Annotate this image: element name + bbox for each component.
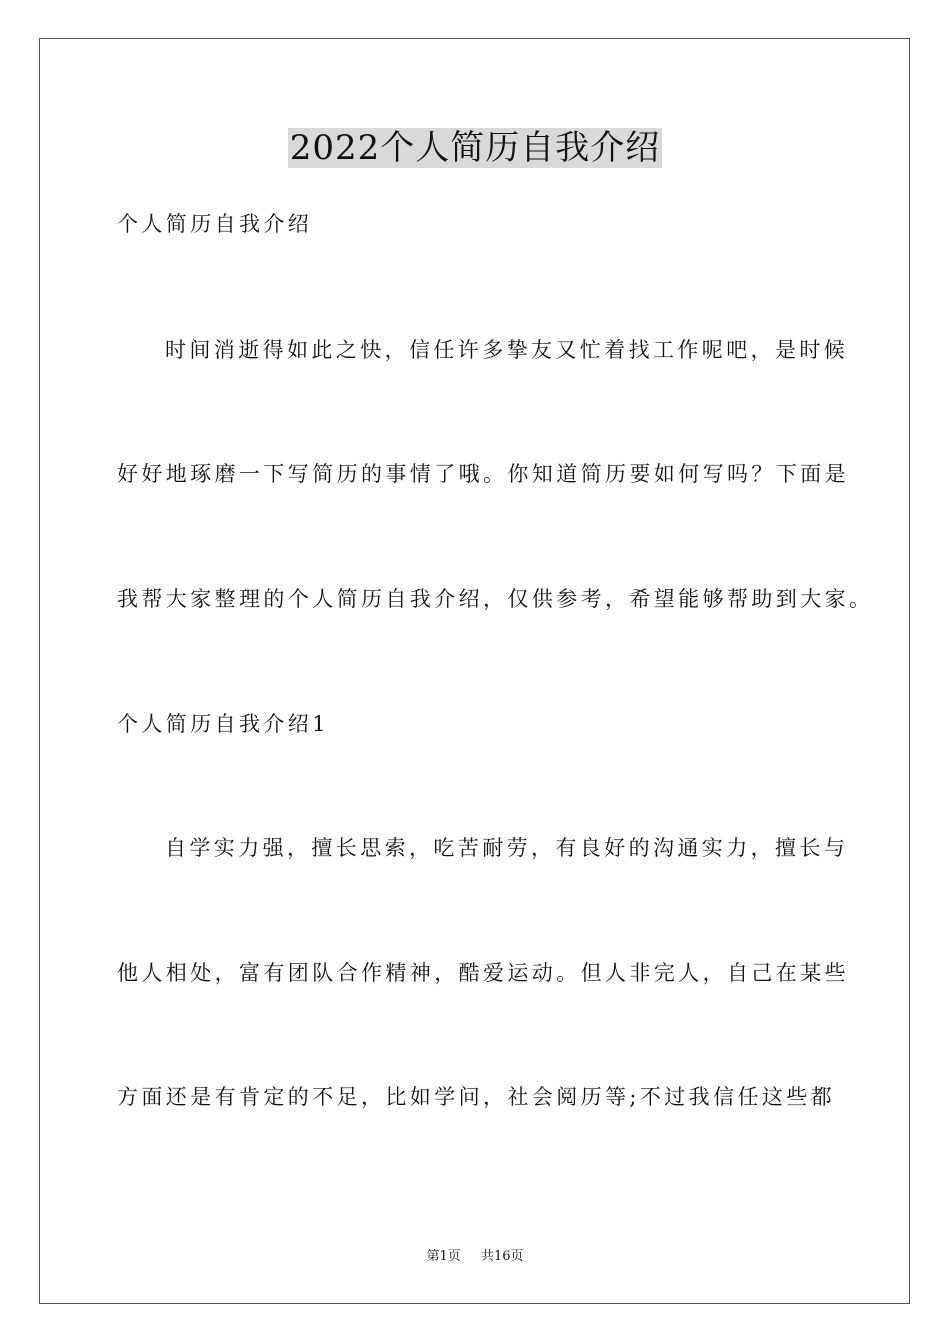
page-number-total: 共16页 <box>480 1249 524 1264</box>
paragraph-line: 好好地琢磨一下写简历的事情了哦。你知道简历要如何写吗？下面是 <box>117 462 849 486</box>
page-number-current: 第1页 <box>426 1249 461 1264</box>
section-heading: 个人简历自我介绍 <box>117 212 313 236</box>
paragraph-line: 我帮大家整理的个人简历自我介绍，仅供参考，希望能够帮助到大家。 <box>117 587 874 611</box>
document-title <box>0 128 950 168</box>
section-heading: 个人简历自我介绍1 <box>117 712 329 736</box>
document-title-text: 2022个人简历自我介绍 <box>289 128 661 168</box>
paragraph-line: 时间消逝得如此之快，信任许多挚友又忙着找工作呢吧，是时候 <box>165 338 849 362</box>
paragraph-line: 自学实力强，擅长思索，吃苦耐劳，有良好的沟通实力，擅长与 <box>165 836 849 860</box>
paragraph-line: 方面还是有肯定的不足，比如学问，社会阅历等;不过我信任这些都 <box>117 1085 836 1109</box>
paragraph-line: 他人相处，富有团队合作精神，酷爱运动。但人非完人，自己在某些 <box>117 961 849 985</box>
page-footer <box>0 1248 950 1266</box>
